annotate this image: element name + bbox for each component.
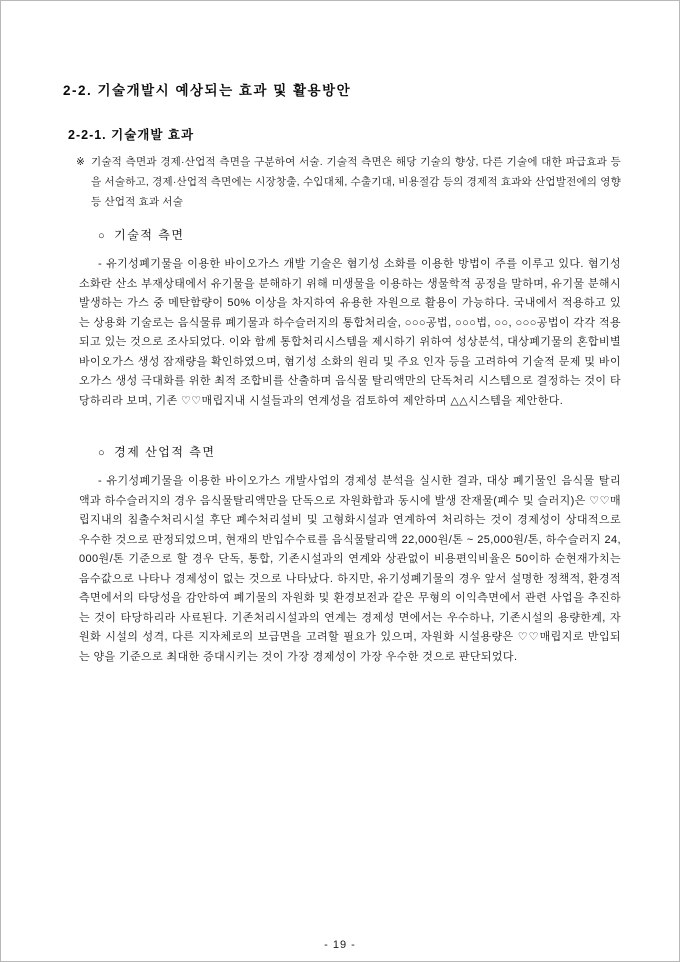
subsection-heading: 2-2-1. 기술개발 효과 xyxy=(68,128,195,142)
section-economic-body: - 유기성폐기물을 이용한 바이오가스 개발사업의 경제성 분석을 실시한 결과, 대상 폐기물인 음식물 탈리액과 하수슬러지의 경우 음식물탈리액만을 단독으로 자원화함과 동시에 발생 잔재물(폐수 및 슬러지)은 ♡♡매립지내의 침출수처리시설 후단 폐수처리설비 및 고형화시설과 연계하여 처리하는 것이 경제성이 상대적으로 우수한 것으로 판정되었으며, 현재의 반입수수료를 음식물탈리액 22,000원/톤 ~ 25,000원/톤, 하수슬러지 24,000원/톤 기준으로 할 경우 단독, 통합, 기존시설과의 연계와 상관없이 비용편익비율은 50이하 순현재가치는 음수값으로 나타나 경제성이 없는 것으로 나타났다. 하지만, 유기성폐기물의 경우 앞서 설명한 정책적, 환경적 측면에서의 타당성을 감안하여 폐기물의 자원화 및 환경보전과 같은 무형의 이익측면에서 관련 사업을 추진하는 것이 타당하리라 사료된다. 기존처리시설과의 연계는 경제성 면에서는 우수하나, 기존시설의 용량한계, 자원화 시설의 성격, 다른 지자체로의 보급면을 고려할 필요가 있으며, 자원화 시설용량은 ♡♡매립지로 반입되는 양을 기준으로 최대한 증대시키는 것이 가장 경제성이 가장 우수한 것으로 판단되었다. xyxy=(79,475,621,663)
section-economic xyxy=(63,443,621,667)
circle-bullet: ○ xyxy=(98,230,107,242)
circle-bullet: ○ xyxy=(98,447,107,459)
note-marker: ※ xyxy=(76,156,85,168)
section-technical-body: - 유기성폐기물을 이용한 바이오가스 개발 기술은 혐기성 소화를 이용한 방법이 주를 이루고 있다. 혐기성 소화란 산소 부재상태에서 유기물을 분해하기 위해 미생물을 이용하는 생물학적 공정을 말하며, 유기물 분해시 발생하는 가스 중 메탄함량이 50% 이상을 차지하여 유용한 자원으로 활용이 가능하다. 국내에서 적용하고 있는 상용화 기술로는 음식물류 폐기물과 하수슬러지의 통합처리술, ○○○공법, ○○○법, ○○, ○○○공법이 각각 적용되고 있는 것으로 조사되었다. 이와 함께 통합처리시스템을 제시하기 위하여 성상분석, 대상폐기물의 혼합비별 바이오가스 생성 잠재량을 확인하였으며, 혐기성 소화의 원리 및 주요 인자 등을 고려하여 기술적 문제 및 바이오가스 생성 극대화를 위한 최적 조합비를 산출하며 음식물 탈리액만의 단독처리 시스템으로 결정하는 것이 타당하리라 보며, 기존 ♡♡매립지내 시설들과의 연계성을 검토하여 제안하며 △△시스템을 제안한다. xyxy=(79,258,621,407)
section-technical xyxy=(63,226,621,411)
section-technical-title xyxy=(98,226,621,243)
guideline-note xyxy=(76,152,621,212)
page-number: - 19 - xyxy=(324,939,356,951)
section-economic-title-text: 경제 산업적 측면 xyxy=(114,445,216,459)
section-heading: 2-2. 기술개발시 예상되는 효과 및 활용방안 xyxy=(63,83,352,98)
section-economic-title xyxy=(98,443,621,460)
section-technical-title-text: 기술적 측면 xyxy=(114,228,185,242)
note-text: 기술적 측면과 경제·산업적 측면을 구분하여 서술. 기술적 측면은 해당 기술의 향상, 다른 기술에 대한 파급효과 등을 서술하고, 경제·산업적 측면에는 시장창출, 수입대체, 수출기대, 비용절감 등의 경제적 효과와 산업발전에의 영향 등 산업적 효과 서술 xyxy=(91,156,621,208)
page-content xyxy=(63,79,621,667)
